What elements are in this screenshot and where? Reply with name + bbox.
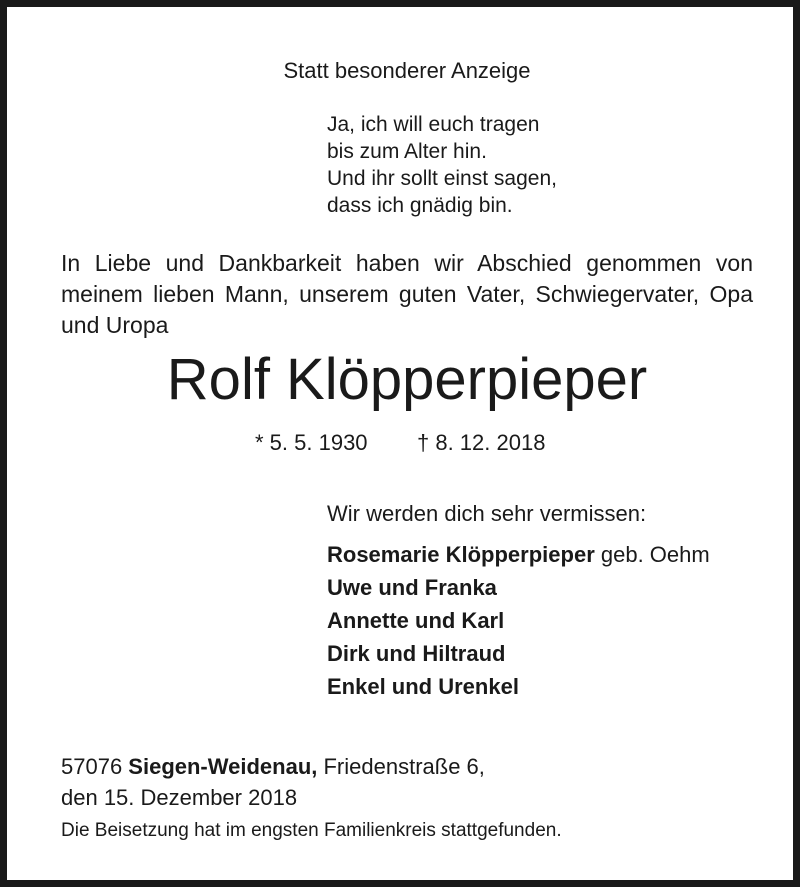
city: Siegen-Weidenau, xyxy=(128,754,318,779)
date-line: den 15. Dezember 2018 xyxy=(61,785,298,810)
address-block xyxy=(61,751,485,813)
death-date: † 8. 12. 2018 xyxy=(417,430,546,455)
deceased-name: Rolf Klöpperpieper xyxy=(166,347,648,412)
mourner-name: Annette und Karl xyxy=(327,608,505,633)
burial-note: Die Beisetzung hat im engsten Familienkreis stattgefunden. xyxy=(61,820,562,841)
verse-line: dass ich gnädig bin. xyxy=(327,194,513,217)
notice-header: Statt besonderer Anzeige xyxy=(283,58,531,83)
mourner-name: Dirk und Hiltraud xyxy=(327,641,506,666)
mourner-name: Rosemarie Klöpperpieper xyxy=(327,542,595,567)
mourner-line xyxy=(327,637,710,670)
bible-verse xyxy=(327,111,557,219)
mourner-suffix: geb. Oehm xyxy=(594,542,710,567)
verse-line: Und ihr sollt einst sagen, xyxy=(327,167,557,190)
mourner-line xyxy=(327,538,710,571)
mourner-line xyxy=(327,604,710,637)
verse-line: bis zum Alter hin. xyxy=(327,140,487,163)
mourner-line xyxy=(327,571,710,604)
missing-text: Wir werden dich sehr vermissen: xyxy=(327,501,647,526)
street: Friedenstraße 6, xyxy=(317,754,485,779)
birth-date: * 5. 5. 1930 xyxy=(255,430,368,455)
mourner-name: Enkel und Urenkel xyxy=(327,674,519,699)
postal-code: 57076 xyxy=(61,754,129,779)
verse-line: Ja, ich will euch tragen xyxy=(327,113,540,136)
address-line xyxy=(61,751,485,782)
intro-paragraph: In Liebe und Dankbarkeit haben wir Abschied genommen von meinem lieben Mann, unserem guten Vater, Schwiegervater, Opa und Uropa xyxy=(61,250,753,338)
mourner-name: Uwe und Franka xyxy=(327,575,497,600)
mourners-list xyxy=(327,538,710,703)
mourner-line xyxy=(327,670,710,703)
